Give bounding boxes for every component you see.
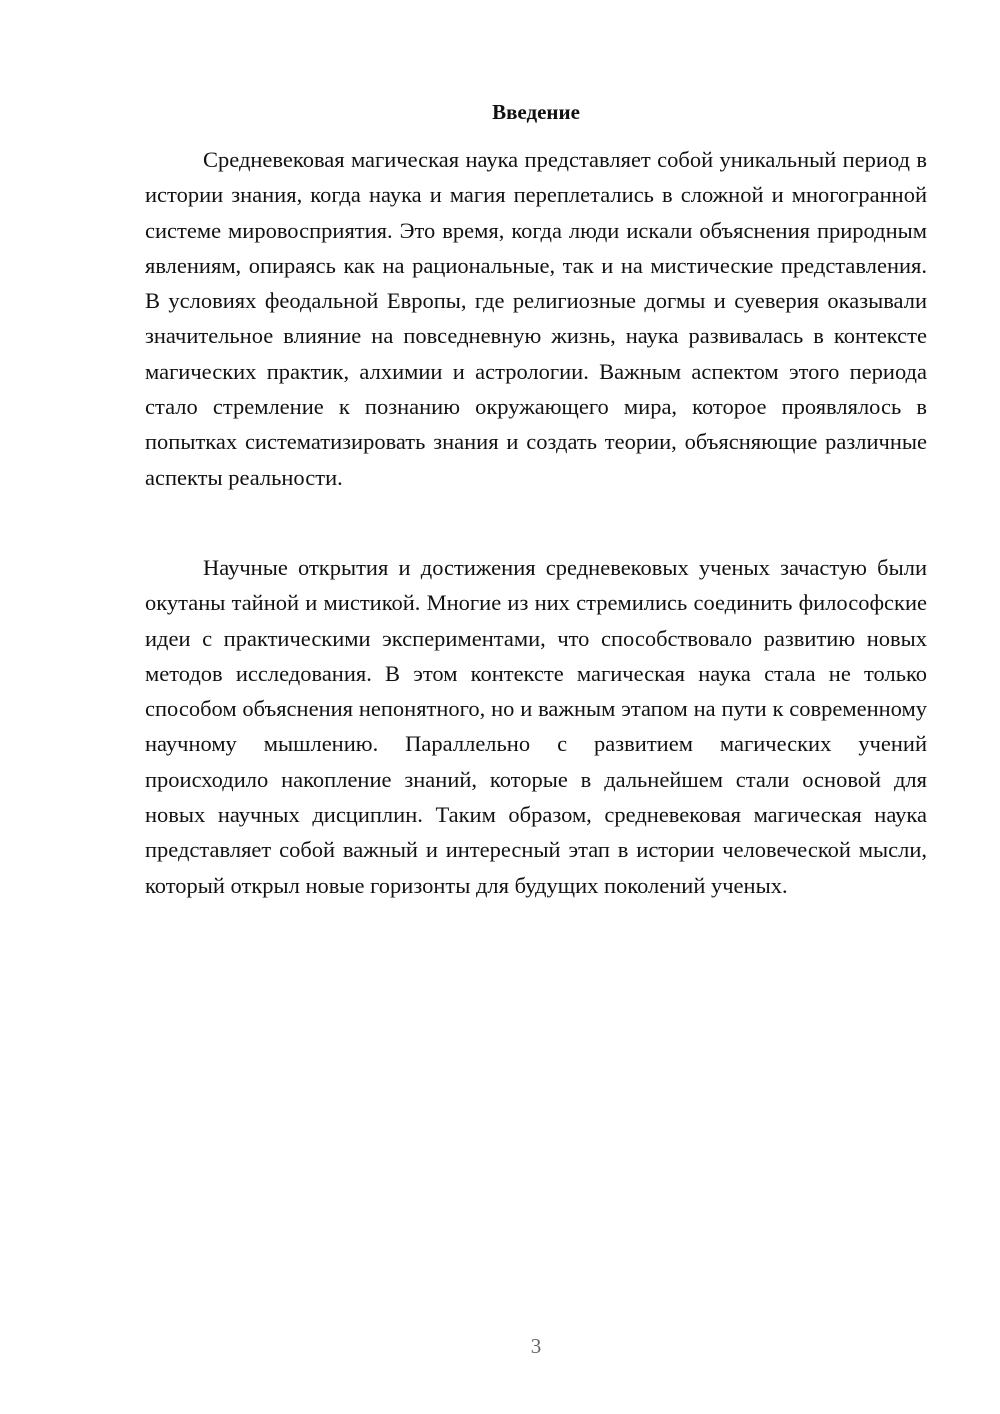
section-title: Введение	[492, 100, 580, 124]
paragraph-intro: Средневековая магическая наука представляет собой уникальный период в истории знания, когда наука и магия переплетались в сложной и многогранной системе мировосприятия. Это время, когда люди искали объяснения природным явлениям, опираясь как на рациональные, так и на мистические представления. В условиях феодальной Европы, где религиозные догмы и суеверия оказывали значительное влияние на повседневную жизнь, наука развивалась в контексте магических практик, алхимии и астрологии. Важным аспектом этого периода стало стремление к познанию окружающего мира, которое проявлялось в попытках систематизировать знания и создать теории, объясняющие различные аспекты реальности.	[145, 147, 927, 490]
page-number: 3	[530, 1334, 542, 1358]
paragraph-discoveries: Научные открытия и достижения средневековых ученых зачастую были окутаны тайной и мистикой. Многие из них стремились соединить философские идеи с практическими экспериментами, что способствовало развитию новых методов исследования. В этом контексте магическая наука стала не только способом объяснения непонятного, но и важным этапом на пути к современному научному мышлению. Параллельно с развитием магических учений происходило накопление знаний, которые в дальнейшем стали основой для новых научных дисциплин. Таким образом, средневековая магическая наука представляет собой важный и интересный этап в истории человеческой мысли, который открыл новые горизонты для будущих поколений ученых.	[145, 555, 927, 898]
